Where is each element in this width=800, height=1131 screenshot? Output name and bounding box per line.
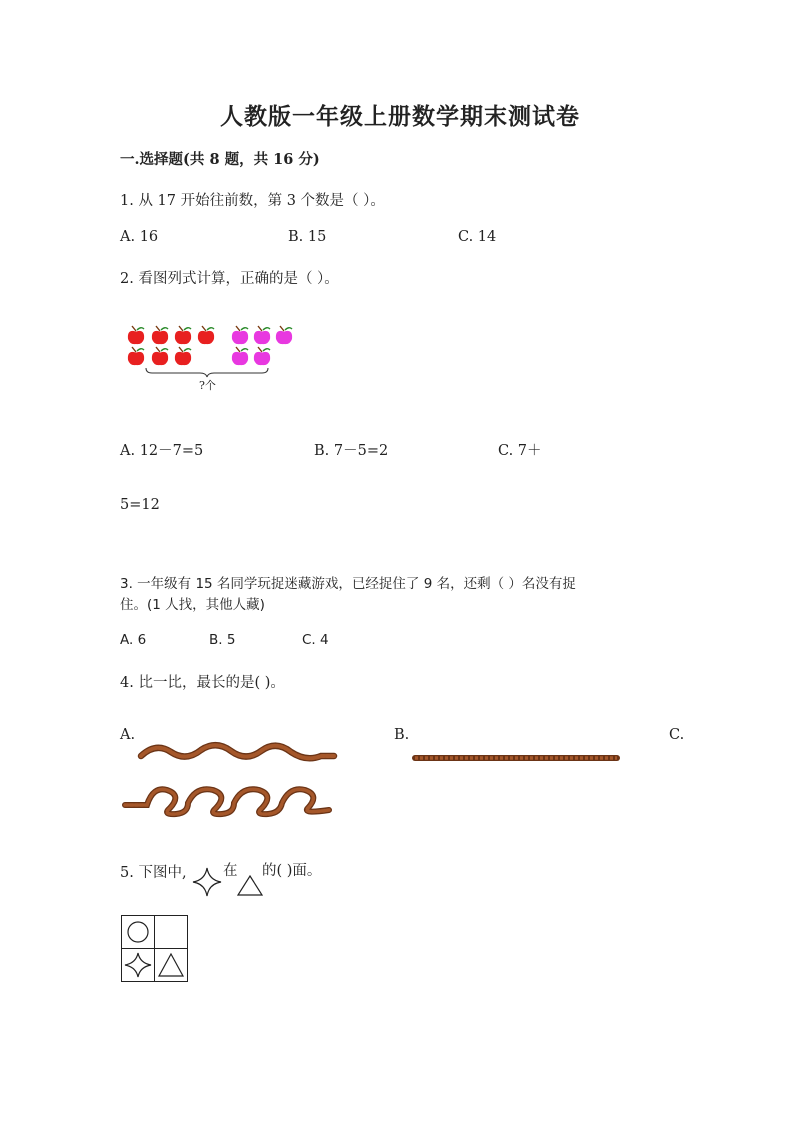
question-1-option-b[interactable]: B. 15 — [288, 229, 327, 245]
section-heading: 一.选择题(共 8 题，共 16 分) — [120, 151, 320, 168]
question-5-stem-mid: 在 — [223, 863, 238, 879]
looped-rope-image — [122, 784, 334, 820]
question-4-option-c[interactable]: C. — [669, 727, 685, 743]
grid-triangle-icon — [159, 954, 183, 976]
grid-star-icon — [125, 953, 151, 977]
question-3-option-a[interactable]: A. 6 — [120, 632, 147, 648]
question-4-stem: 4. 比一比，最长的是( )。 — [120, 675, 285, 691]
question-5-stem-suffix: 的( )面。 — [262, 863, 322, 879]
question-3-option-c[interactable]: C. 4 — [302, 632, 329, 648]
question-2-option-c-wrap: 5=12 — [120, 497, 160, 513]
question-3-stem-line-1: 3. 一年级有 15 名同学玩捉迷藏游戏，已经捉住了 9 名，还剩（ ）名没有捉 — [120, 576, 576, 592]
total-unknown-label: ?个 — [199, 379, 216, 392]
question-2-option-a[interactable]: A. 12－7=5 — [120, 443, 204, 459]
page-title: 人教版一年级上册数学期末测试卷 — [220, 103, 580, 130]
question-1-option-a[interactable]: A. 16 — [120, 229, 159, 245]
straight-rope-image — [413, 752, 619, 764]
question-4-option-b[interactable]: B. — [394, 727, 410, 743]
triangle-icon — [236, 874, 264, 898]
shape-position-grid — [121, 915, 189, 983]
question-4-option-a[interactable]: A. — [120, 727, 136, 743]
question-5-stem-prefix: 5. 下图中, — [120, 865, 187, 881]
four-point-star-icon — [191, 866, 223, 898]
question-1-stem: 1. 从 17 开始往前数，第 3 个数是（ ）。 — [120, 193, 385, 209]
wavy-rope-image — [138, 738, 338, 768]
question-2-option-b[interactable]: B. 7－5=2 — [314, 443, 389, 459]
question-2-option-c[interactable]: C. 7＋ — [498, 443, 542, 459]
question-2-stem: 2. 看图列式计算，正确的是（ ）。 — [120, 271, 339, 287]
question-1-option-c[interactable]: C. 14 — [458, 229, 497, 245]
question-3-option-b[interactable]: B. 5 — [209, 632, 236, 648]
circle-icon — [128, 922, 148, 942]
red-apples — [128, 326, 214, 365]
total-brace — [146, 368, 268, 377]
magenta-apples — [232, 326, 292, 365]
question-3-stem-line-2: 住。(1 人找，其他人藏) — [120, 597, 265, 613]
